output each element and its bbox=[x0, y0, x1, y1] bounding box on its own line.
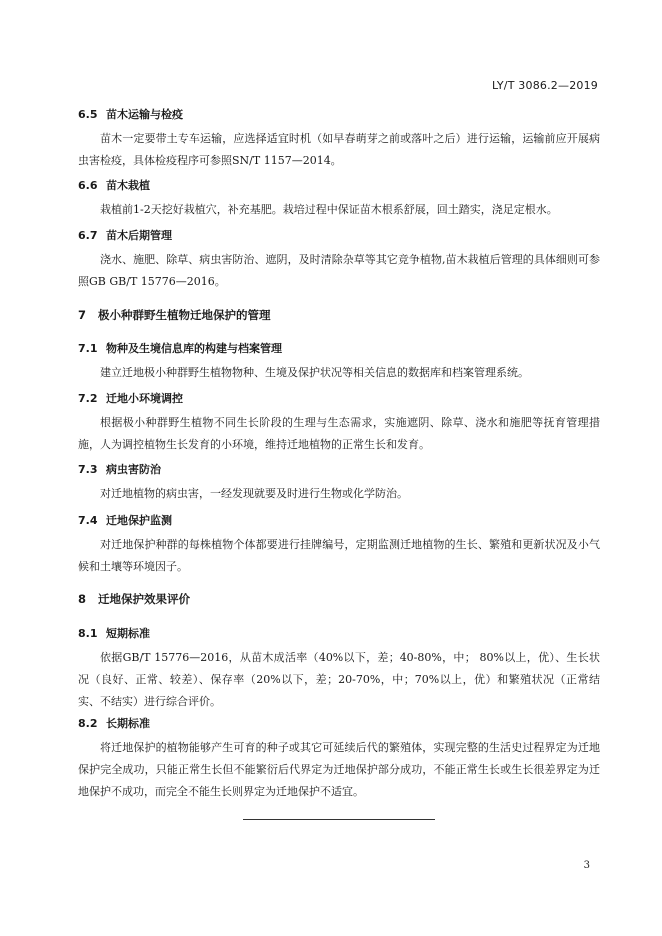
section-heading-6-5: 6.5 苗木运输与检疫 bbox=[78, 108, 183, 121]
page-number: 3 bbox=[583, 860, 590, 871]
section-heading-7-4: 7.4 迁地保护监测 bbox=[78, 514, 172, 527]
section-paragraph-7-4: 对迁地保护种群的每株植物个体都要进行挂牌编号，定期监测迁地植物的生长、繁殖和更新状况及小气候和土壤等环境因子。 bbox=[78, 538, 600, 573]
section-heading-7-2: 7.2 迁地小环境调控 bbox=[78, 392, 183, 405]
section-paragraph-8-2: 将迁地保护的植物能够产生可育的种子或其它可延续后代的繁殖体，实现完整的生活史过程界定为迁地保护完全成功，只能正常生长但不能繁衍后代界定为迁地保护部分成功，不能正常生长或生长很差界定为迁地保护不成功，而完全不能生长则界定为迁地保护不适宜。 bbox=[78, 741, 600, 798]
section-paragraph-8-1: 依据GB/T 15776—2016，从苗木成活率（40%以下，差；40-80%，中； 80%以上，优）、生长状况（良好、正常、较差）、保存率（20%以下，差；20-70%，中；70%以上，优）和繁殖状况（正常结实、不结实）进行综合评价。 bbox=[78, 651, 600, 708]
section-heading-8-2: 8.2 长期标准 bbox=[78, 717, 150, 730]
end-rule bbox=[243, 819, 435, 820]
section-paragraph-7-1: 建立迁地极小种群野生植物物种、生境及保护状况等相关信息的数据库和档案管理系统。 bbox=[100, 366, 529, 379]
section-heading-7-1: 7.1 物种及生境信息库的构建与档案管理 bbox=[78, 342, 282, 355]
section-paragraph-6-6: 栽植前1-2天挖好栽植穴，补充基肥。栽培过程中保证苗木根系舒展，回土踏实，浇足定根水。 bbox=[100, 203, 558, 216]
section-paragraph-7-3: 对迁地植物的病虫害，一经发现就要及时进行生物或化学防治。 bbox=[100, 487, 408, 500]
chapter-heading-7: 7 极小种群野生植物迁地保护的管理 bbox=[78, 308, 271, 322]
section-paragraph-6-5: 苗木一定要带土专车运输，应选择适宜时机（如早春萌芽之前或落叶之后）进行运输，运输前应开展病虫害检疫，具体检疫程序可参照SN/T 1157—2014。 bbox=[78, 132, 600, 167]
section-heading-8-1: 8.1 短期标准 bbox=[78, 627, 150, 640]
section-paragraph-6-7: 浇水、施肥、除草、病虫害防治、遮阴，及时清除杂草等其它竞争植物,苗木栽植后管理的具体细则可参照GB GB/T 15776—2016。 bbox=[78, 253, 600, 288]
section-heading-7-3: 7.3 病虫害防治 bbox=[78, 463, 161, 476]
chapter-heading-8: 8 迁地保护效果评价 bbox=[78, 592, 190, 606]
section-heading-6-6: 6.6 苗木栽植 bbox=[78, 179, 150, 192]
section-paragraph-7-2: 根据极小种群野生植物不同生长阶段的生理与生态需求，实施遮阴、除草、浇水和施肥等抚育管理措施，人为调控植物生长发育的小环境，维持迁地植物的正常生长和发育。 bbox=[78, 416, 600, 451]
document-code: LY/T 3086.2—2019 bbox=[492, 79, 598, 92]
section-heading-6-7: 6.7 苗木后期管理 bbox=[78, 229, 172, 242]
